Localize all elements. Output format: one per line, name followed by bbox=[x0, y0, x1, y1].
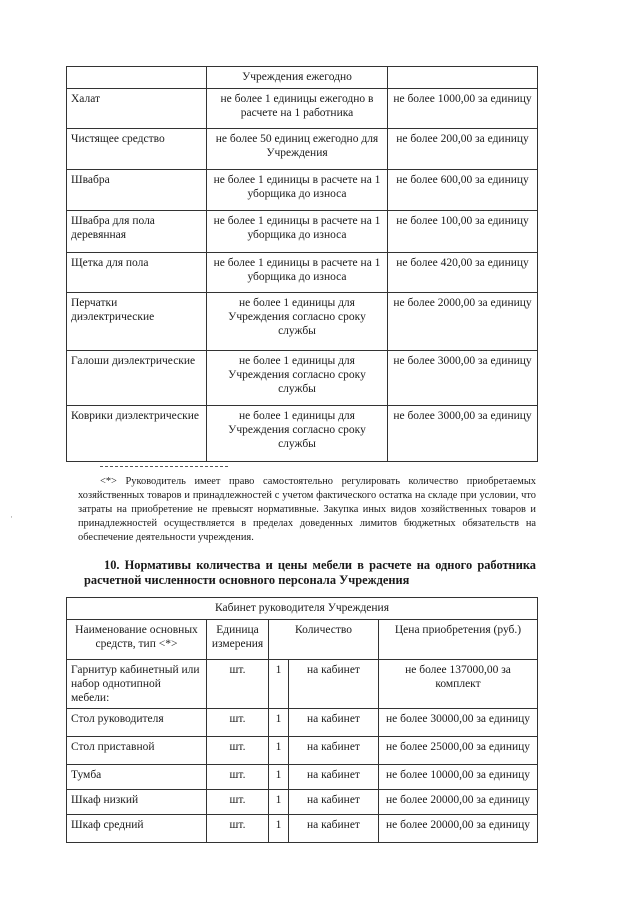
item-norm: не более 1 единицы для Учреждения согласно сроку службы bbox=[207, 293, 388, 351]
item-norm: не более 1 единицы в расчете на 1 уборщика до износа bbox=[207, 253, 388, 293]
item-price: не более 420,00 за единицу bbox=[388, 253, 538, 293]
item-per: на кабинет bbox=[289, 790, 379, 815]
item-name: Гарнитур кабинетный или набор однотипной мебели: bbox=[67, 660, 207, 709]
table-row bbox=[67, 253, 538, 293]
item-norm: не более 1 единицы ежегодно в расчете на 1 работника bbox=[207, 89, 388, 129]
item-qty: 1 bbox=[269, 737, 289, 765]
item-name: Стол приставной bbox=[67, 737, 207, 765]
item-price: не более 100,00 за единицу bbox=[388, 211, 538, 253]
item-norm: не более 1 единицы для Учреждения согласно сроку службы bbox=[207, 351, 388, 406]
item-price: не более 20000,00 за единицу bbox=[379, 790, 538, 815]
table-row bbox=[67, 129, 538, 170]
item-name: Перчатки диэлектрические bbox=[67, 293, 207, 351]
table-row bbox=[67, 89, 538, 129]
item-price: не более 600,00 за единицу bbox=[388, 170, 538, 211]
item-qty: 1 bbox=[269, 790, 289, 815]
footnote-separator bbox=[100, 466, 228, 467]
item-name: Швабра для пола деревянная bbox=[67, 211, 207, 253]
table-cell bbox=[388, 67, 538, 89]
table-row bbox=[67, 293, 538, 351]
section-heading: 10. Нормативы количества и цены мебели в расчете на одного работника расчетной численности основного персонала Учреждения bbox=[84, 558, 536, 587]
item-norm: не более 1 единицы в расчете на 1 уборщика до износа bbox=[207, 170, 388, 211]
table-row bbox=[67, 737, 538, 765]
item-price: не более 1000,00 за единицу bbox=[388, 89, 538, 129]
item-price: не более 10000,00 за единицу bbox=[379, 765, 538, 790]
table-row bbox=[67, 660, 538, 709]
item-name: Швабра bbox=[67, 170, 207, 211]
header-name: Наименование основных средств, тип <*> bbox=[67, 620, 207, 660]
item-unit: шт. bbox=[207, 709, 269, 737]
furniture-table bbox=[66, 597, 538, 843]
item-per: на кабинет bbox=[289, 737, 379, 765]
table-caption: Кабинет руководителя Учреждения bbox=[67, 598, 538, 620]
item-name: Галоши диэлектрические bbox=[67, 351, 207, 406]
table-row bbox=[67, 598, 538, 620]
item-unit: шт. bbox=[207, 737, 269, 765]
item-per: на кабинет bbox=[289, 709, 379, 737]
item-unit: шт. bbox=[207, 660, 269, 709]
item-name: Шкаф средний bbox=[67, 815, 207, 843]
footnote: <*> Руководитель имеет право самостоятельно регулировать количество приобретаемых хозяйственных товаров и принадлежностей с учетом фактического остатка на складе при условии, что затраты на приобретение не превысят нормативные. Закупка иных видов хозяйственных товаров и принадлежностей осуществляется в пределах доведенных лимитов бюджетных обязательств на обеспечение деятельности учреждения. bbox=[78, 476, 536, 543]
item-price: не более 25000,00 за единицу bbox=[379, 737, 538, 765]
item-per: на кабинет bbox=[289, 765, 379, 790]
item-name: Стол руководителя bbox=[67, 709, 207, 737]
item-name: Чистящее средство bbox=[67, 129, 207, 170]
item-price: не более 20000,00 за единицу bbox=[379, 815, 538, 843]
item-name: Халат bbox=[67, 89, 207, 129]
item-price: не более 3000,00 за единицу bbox=[388, 351, 538, 406]
header-qty: Количество bbox=[269, 620, 379, 660]
table-cell bbox=[67, 67, 207, 89]
table-row bbox=[67, 709, 538, 737]
item-name: Тумба bbox=[67, 765, 207, 790]
table-row bbox=[67, 765, 538, 790]
header-price: Цена приобретения (руб.) bbox=[379, 620, 538, 660]
item-qty: 1 bbox=[269, 815, 289, 843]
item-per: на кабинет bbox=[289, 815, 379, 843]
item-name: Щетка для пола bbox=[67, 253, 207, 293]
table-row bbox=[67, 790, 538, 815]
item-price: не более 200,00 за единицу bbox=[388, 129, 538, 170]
table-cell: Учреждения ежегодно bbox=[207, 67, 388, 89]
item-price: не более 137000,00 за комплект bbox=[379, 660, 538, 709]
item-norm: не более 1 единицы в расчете на 1 уборщика до износа bbox=[207, 211, 388, 253]
table-header-row bbox=[67, 620, 538, 660]
header-unit: Единица измерения bbox=[207, 620, 269, 660]
item-unit: шт. bbox=[207, 815, 269, 843]
item-norm: не более 1 единицы для Учреждения согласно сроку службы bbox=[207, 406, 388, 462]
item-price: не более 2000,00 за единицу bbox=[388, 293, 538, 351]
item-norm: не более 50 единиц ежегодно для Учреждения bbox=[207, 129, 388, 170]
item-per: на кабинет bbox=[289, 660, 379, 709]
item-unit: шт. bbox=[207, 790, 269, 815]
table-row bbox=[67, 815, 538, 843]
item-name: Коврики диэлектрические bbox=[67, 406, 207, 462]
supplies-table bbox=[66, 66, 538, 462]
margin-mark: · bbox=[10, 512, 13, 522]
item-price: не более 30000,00 за единицу bbox=[379, 709, 538, 737]
item-qty: 1 bbox=[269, 709, 289, 737]
item-price: не более 3000,00 за единицу bbox=[388, 406, 538, 462]
table-row bbox=[67, 351, 538, 406]
table-row bbox=[67, 67, 538, 89]
item-qty: 1 bbox=[269, 765, 289, 790]
item-name: Шкаф низкий bbox=[67, 790, 207, 815]
item-unit: шт. bbox=[207, 765, 269, 790]
table-row bbox=[67, 211, 538, 253]
table-row bbox=[67, 406, 538, 462]
item-qty: 1 bbox=[269, 660, 289, 709]
table-row bbox=[67, 170, 538, 211]
